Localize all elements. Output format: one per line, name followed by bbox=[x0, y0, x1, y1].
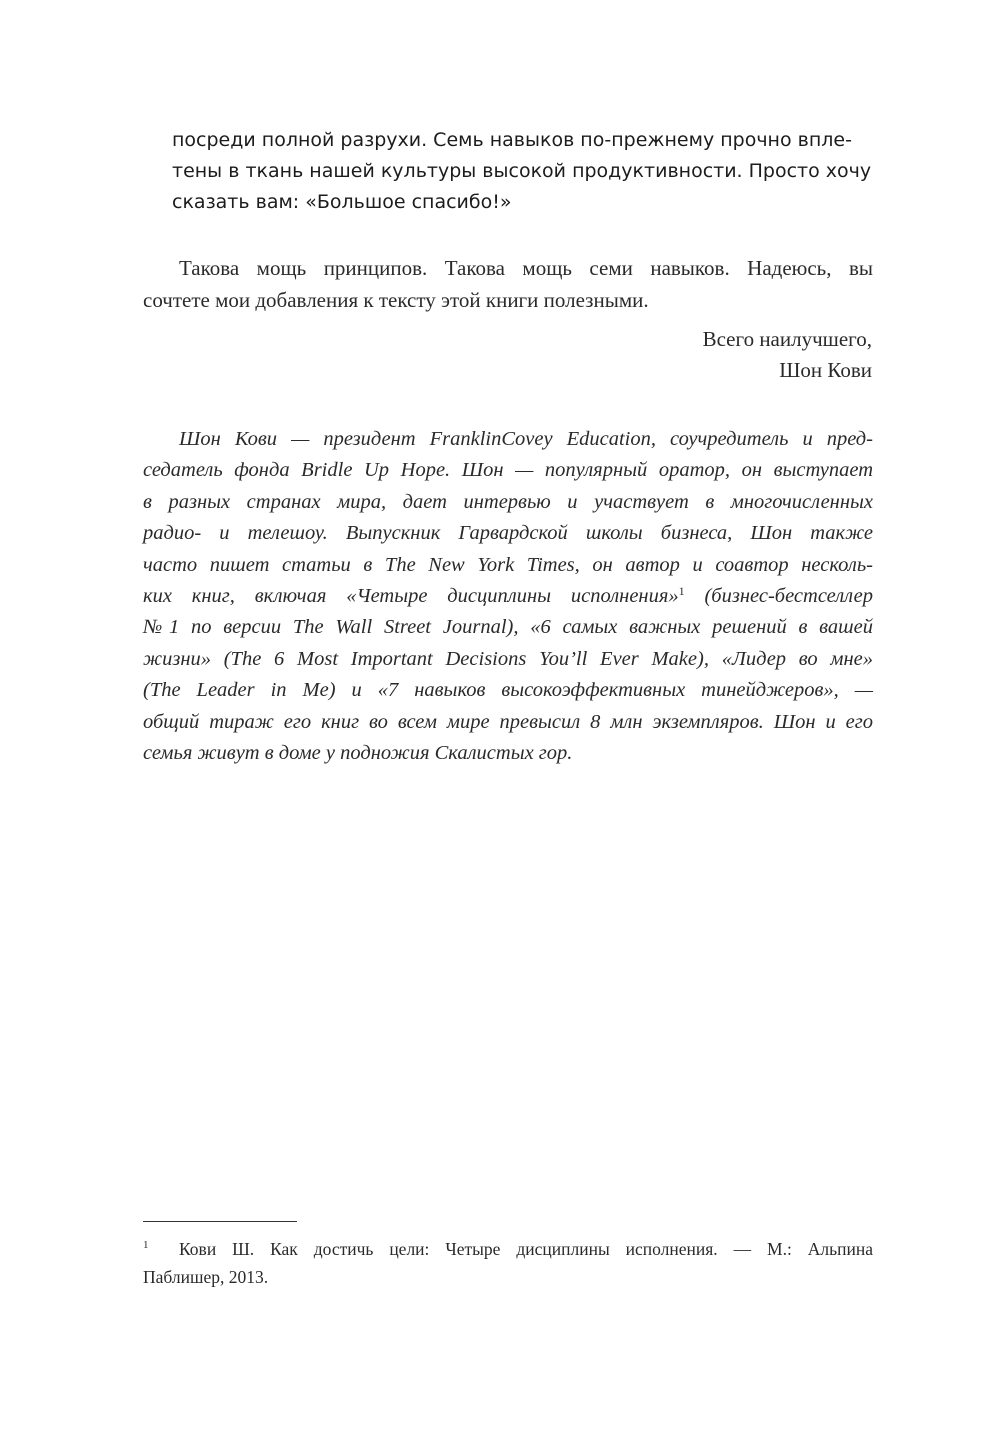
bio-line: семья живут в доме у подножия Скалистых гор. bbox=[143, 742, 573, 765]
bio-line: жизни» (The 6 Most Important Decisions You’ll Ever Make), «Лидер во мне» bbox=[143, 647, 873, 670]
bio-line: радио- и телешоу. Выпускник Гарвардской школы бизнеса, Шон также bbox=[143, 522, 873, 545]
footnote bbox=[143, 1235, 873, 1291]
paragraph-line: сочтете мои добавления к тексту этой книги полезными. bbox=[143, 288, 649, 312]
signoff bbox=[472, 324, 872, 386]
footnote-reference[interactable]: 1 bbox=[678, 584, 685, 599]
bio-line: в разных странах мира, дает интервью и участвует в многочисленных bbox=[143, 490, 873, 513]
author-bio bbox=[143, 424, 873, 769]
bio-line: Шон Кови — президент FranklinCovey Education, соучредитель и пред- bbox=[179, 428, 873, 450]
signoff-greeting: Всего наилучшего, bbox=[702, 327, 872, 351]
footnote-number: 1 bbox=[143, 1239, 149, 1251]
quote-block bbox=[172, 125, 872, 218]
footnote-line: Кови Ш. Как достичь цели: Четыре дисциплины исполнения. — М.: Альпина bbox=[179, 1239, 873, 1259]
bio-line: общий тираж его книг во всем мире превысил 8 млн экземпляров. Шон и его bbox=[143, 710, 873, 733]
bio-line: (The Leader in Me) и «7 навыков высокоэффективных тинейджеров», — bbox=[143, 679, 873, 702]
bio-line: №1 по версии The Wall Street Journal), «6 самых важных решений в вашей bbox=[143, 616, 873, 639]
bio-line: седатель фонда Bridle Up Hope. Шон — популярный оратор, он выступает bbox=[143, 459, 873, 482]
main-paragraph bbox=[143, 252, 873, 316]
footnote-text bbox=[143, 1235, 873, 1291]
footnote-line: Паблишер, 2013. bbox=[143, 1267, 269, 1287]
paragraph-line: Такова мощь принципов. Такова мощь семи навыков. Надеюсь, вы bbox=[179, 256, 873, 280]
signoff-name: Шон Кови bbox=[779, 358, 872, 382]
footnote-divider bbox=[143, 1221, 297, 1222]
quote-line: посреди полной разрухи. Семь навыков по-прежнему прочно впле- bbox=[172, 129, 852, 151]
bio-line-text: (бизнес-бестселлер bbox=[684, 585, 873, 608]
bio-line-with-footnote bbox=[143, 581, 873, 612]
bio-line: часто пишет статьи в The New York Times, он автор и соавтор несколь- bbox=[143, 553, 873, 576]
quote-line: тены в ткань нашей культуры высокой продуктивности. Просто хочу bbox=[172, 160, 872, 182]
quote-line: сказать вам: «Большое спасибо!» bbox=[172, 191, 512, 213]
bio-line-text: ких книг, включая «Четыре дисциплины исполнения» bbox=[143, 585, 679, 608]
